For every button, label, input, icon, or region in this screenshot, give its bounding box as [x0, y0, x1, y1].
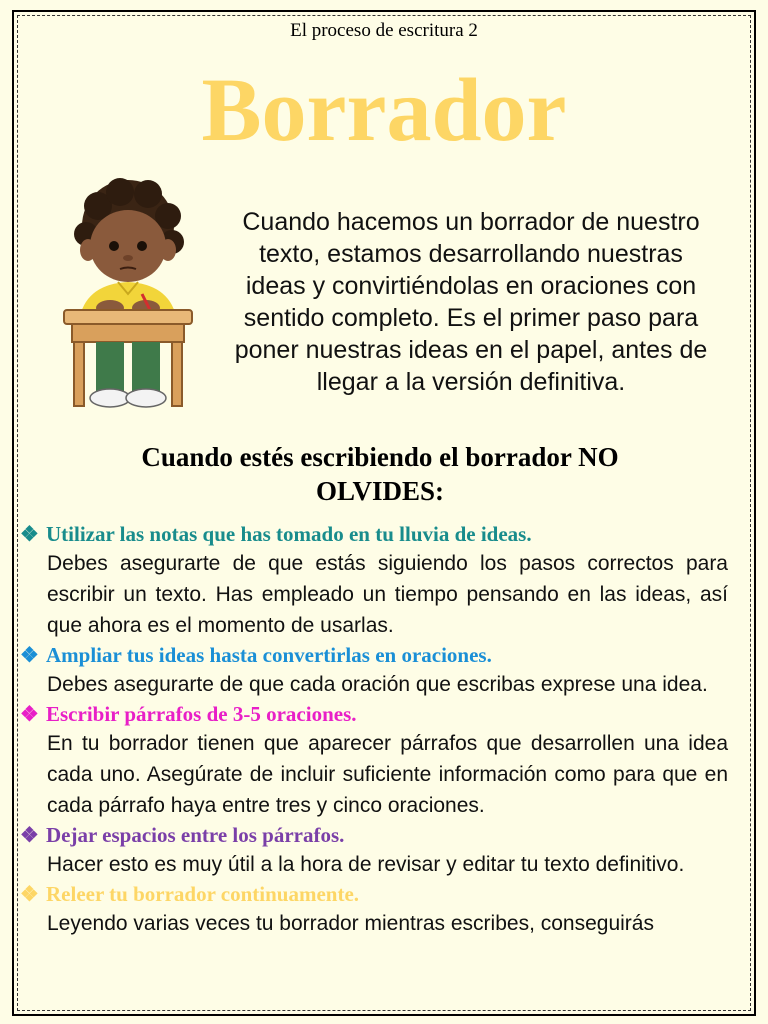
diamond-bullet-icon: ❖ — [20, 702, 39, 726]
boy-writing-illustration — [58, 176, 198, 416]
list-item-heading: Escribir párrafos de 3-5 oraciones. — [46, 702, 357, 726]
list-item-body: Debes asegurarte de que estás siguiendo los pasos correctos para escribir un texto. Has empleado un tiempo pensando en las ideas, así que ahora es el momento de usarlas. — [47, 552, 728, 637]
list-item — [20, 880, 728, 939]
list-item-body: En tu borrador tienen que aparecer párrafos que desarrollen una idea cada uno. Asegúrate de incluir suficiente información como para que en cada párrafo haya entre tres y cinco oraciones. — [47, 732, 728, 817]
diamond-bullet-icon: ❖ — [20, 643, 39, 667]
diamond-bullet-icon: ❖ — [20, 882, 39, 906]
list-item-body: Hacer esto es muy útil a la hora de revisar y editar tu texto definitivo. — [47, 853, 685, 876]
reminder-list — [20, 520, 728, 939]
list-item-heading: Ampliar tus ideas hasta convertirlas en oraciones. — [46, 643, 492, 667]
intro-paragraph: Cuando hacemos un borrador de nuestro texto, estamos desarrollando nuestras ideas y convirtiéndolas en oraciones con sentido completo. Es el primer paso para poner nuestras ideas en el papel, antes de llegar a la versión definitiva. — [234, 208, 708, 396]
reminder-heading — [60, 440, 700, 508]
diamond-bullet-icon: ❖ — [20, 823, 39, 847]
list-item — [20, 641, 728, 700]
list-item-heading: Utilizar las notas que has tomado en tu lluvia de ideas. — [46, 522, 532, 546]
list-item — [20, 700, 728, 821]
reminder-heading-line1: Cuando estés escribiendo el borrador NO — [141, 442, 619, 472]
list-item — [20, 520, 728, 641]
list-item-body: Leyendo varias veces tu borrador mientras escribes, conseguirás — [47, 912, 654, 935]
diamond-bullet-icon: ❖ — [20, 522, 39, 546]
list-item-heading: Releer tu borrador continuamente. — [46, 882, 360, 906]
list-item — [20, 821, 728, 880]
reminder-heading-line2: OLVIDES: — [315, 476, 445, 506]
page-title: Borrador — [201, 61, 567, 160]
list-item-body: Debes asegurarte de que cada oración que escribas exprese una idea. — [47, 673, 708, 696]
list-item-heading: Dejar espacios entre los párrafos. — [46, 823, 345, 847]
worksheet-header: El proceso de escritura 2 — [290, 20, 478, 41]
